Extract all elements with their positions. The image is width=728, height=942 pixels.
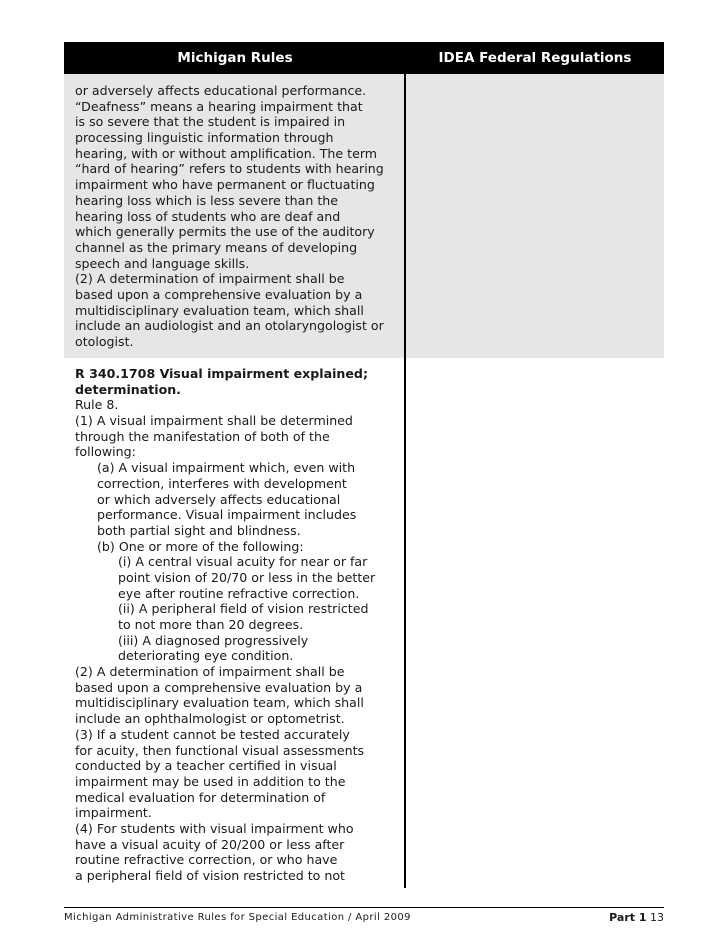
text-line: for acuity, then functional visual assessments xyxy=(75,742,365,758)
text-line-indent: (a) A visual impairment which, even with xyxy=(97,460,356,476)
text-line: impairment. xyxy=(75,805,152,821)
text-line-indent-2: point vision of 20/70 or less in the better xyxy=(118,569,376,585)
rule-heading: R 340.1708 Visual impairment explained; xyxy=(75,366,368,381)
text-line: or adversely affects educational performance. xyxy=(75,83,367,98)
text-line: a peripheral field of vision restricted to not xyxy=(75,868,345,883)
table-header xyxy=(64,42,664,74)
text-line-indent-2: (ii) A peripheral field of vision restricted xyxy=(118,601,369,617)
text-line-indent-2: to not more than 20 degrees. xyxy=(118,617,304,632)
text-line: “Deafness” means a hearing impairment that xyxy=(75,98,363,114)
footer-page-label xyxy=(609,911,664,924)
text-line: “hard of hearing” refers to students with hearing xyxy=(75,161,384,177)
text-line: hearing loss of students who are deaf and xyxy=(75,208,341,224)
text-line: following: xyxy=(75,444,136,460)
text-line: Rule 8. xyxy=(75,397,119,413)
text-line: routine refractive correction, or who have xyxy=(75,852,338,868)
text-line: based upon a comprehensive evaluation by a xyxy=(75,286,363,302)
text-line: impairment who have permanent or fluctuating xyxy=(75,177,375,193)
text-line-indent: correction, interferes with development xyxy=(97,475,347,491)
text-line: (4) For students with visual impairment who xyxy=(75,820,354,836)
michigan-rules-text-block-2 xyxy=(75,366,405,884)
text-line: include an audiologist and an otolaryngologist or xyxy=(75,318,384,334)
column-header-michigan-rules: Michigan Rules xyxy=(177,50,293,66)
text-line: through the manifestation of both of the xyxy=(75,428,330,444)
text-line: (2) A determination of impairment shall be xyxy=(75,271,345,287)
text-line: (1) A visual impairment shall be determined xyxy=(75,413,353,429)
text-line: multidisciplinary evaluation team, which shall xyxy=(75,695,364,711)
text-line: medical evaluation for determination of xyxy=(75,789,326,805)
text-line-indent: both partial sight and blindness. xyxy=(97,522,301,538)
text-line-indent-2: eye after routine refractive correction. xyxy=(118,585,360,601)
text-line: processing linguistic information through xyxy=(75,130,334,146)
text-line: hearing, with or without amplification. The term xyxy=(75,145,378,161)
text-line-indent: performance. Visual impairment includes xyxy=(97,507,357,523)
text-line-indent-2: deteriorating eye condition. xyxy=(118,648,294,664)
text-line: include an ophthalmologist or optometrist. xyxy=(75,711,345,727)
text-line: (3) If a student cannot be tested accurately xyxy=(75,726,350,742)
footer-part-label: Part 1 xyxy=(609,911,647,924)
column-header-idea-federal-regulations: IDEA Federal Regulations xyxy=(438,50,632,66)
text-line: is so severe that the student is impaired in xyxy=(75,114,346,130)
footer-rule xyxy=(64,907,664,908)
text-line: speech and language skills. xyxy=(75,255,250,271)
text-line-indent: or which adversely affects educational xyxy=(97,491,341,507)
text-line: multidisciplinary evaluation team, which shall xyxy=(75,302,364,318)
text-line: (2) A determination of impairment shall be xyxy=(75,664,345,680)
text-line-indent: (b) One or more of the following: xyxy=(97,538,304,554)
text-line-indent-2: (i) A central visual acuity for near or far xyxy=(118,554,368,570)
text-line: based upon a comprehensive evaluation by a xyxy=(75,679,363,695)
michigan-rules-text-block-1 xyxy=(75,83,405,350)
text-line: impairment may be used in addition to the xyxy=(75,773,346,789)
text-line: have a visual acuity of 20/200 or less after xyxy=(75,836,345,852)
text-line-indent-2: (iii) A diagnosed progressively xyxy=(118,632,309,648)
text-line: hearing loss which is less severe than the xyxy=(75,192,339,208)
footer-document-title: Michigan Administrative Rules for Special Education / April 2009 xyxy=(64,912,411,923)
text-line: channel as the primary means of developing xyxy=(75,239,358,255)
text-line: otologist. xyxy=(75,334,134,349)
footer-page-number: 13 xyxy=(650,911,664,924)
rule-heading: determination. xyxy=(75,381,181,397)
text-line: which generally permits the use of the auditory xyxy=(75,224,375,240)
text-line: conducted by a teacher certified in visual xyxy=(75,758,337,774)
